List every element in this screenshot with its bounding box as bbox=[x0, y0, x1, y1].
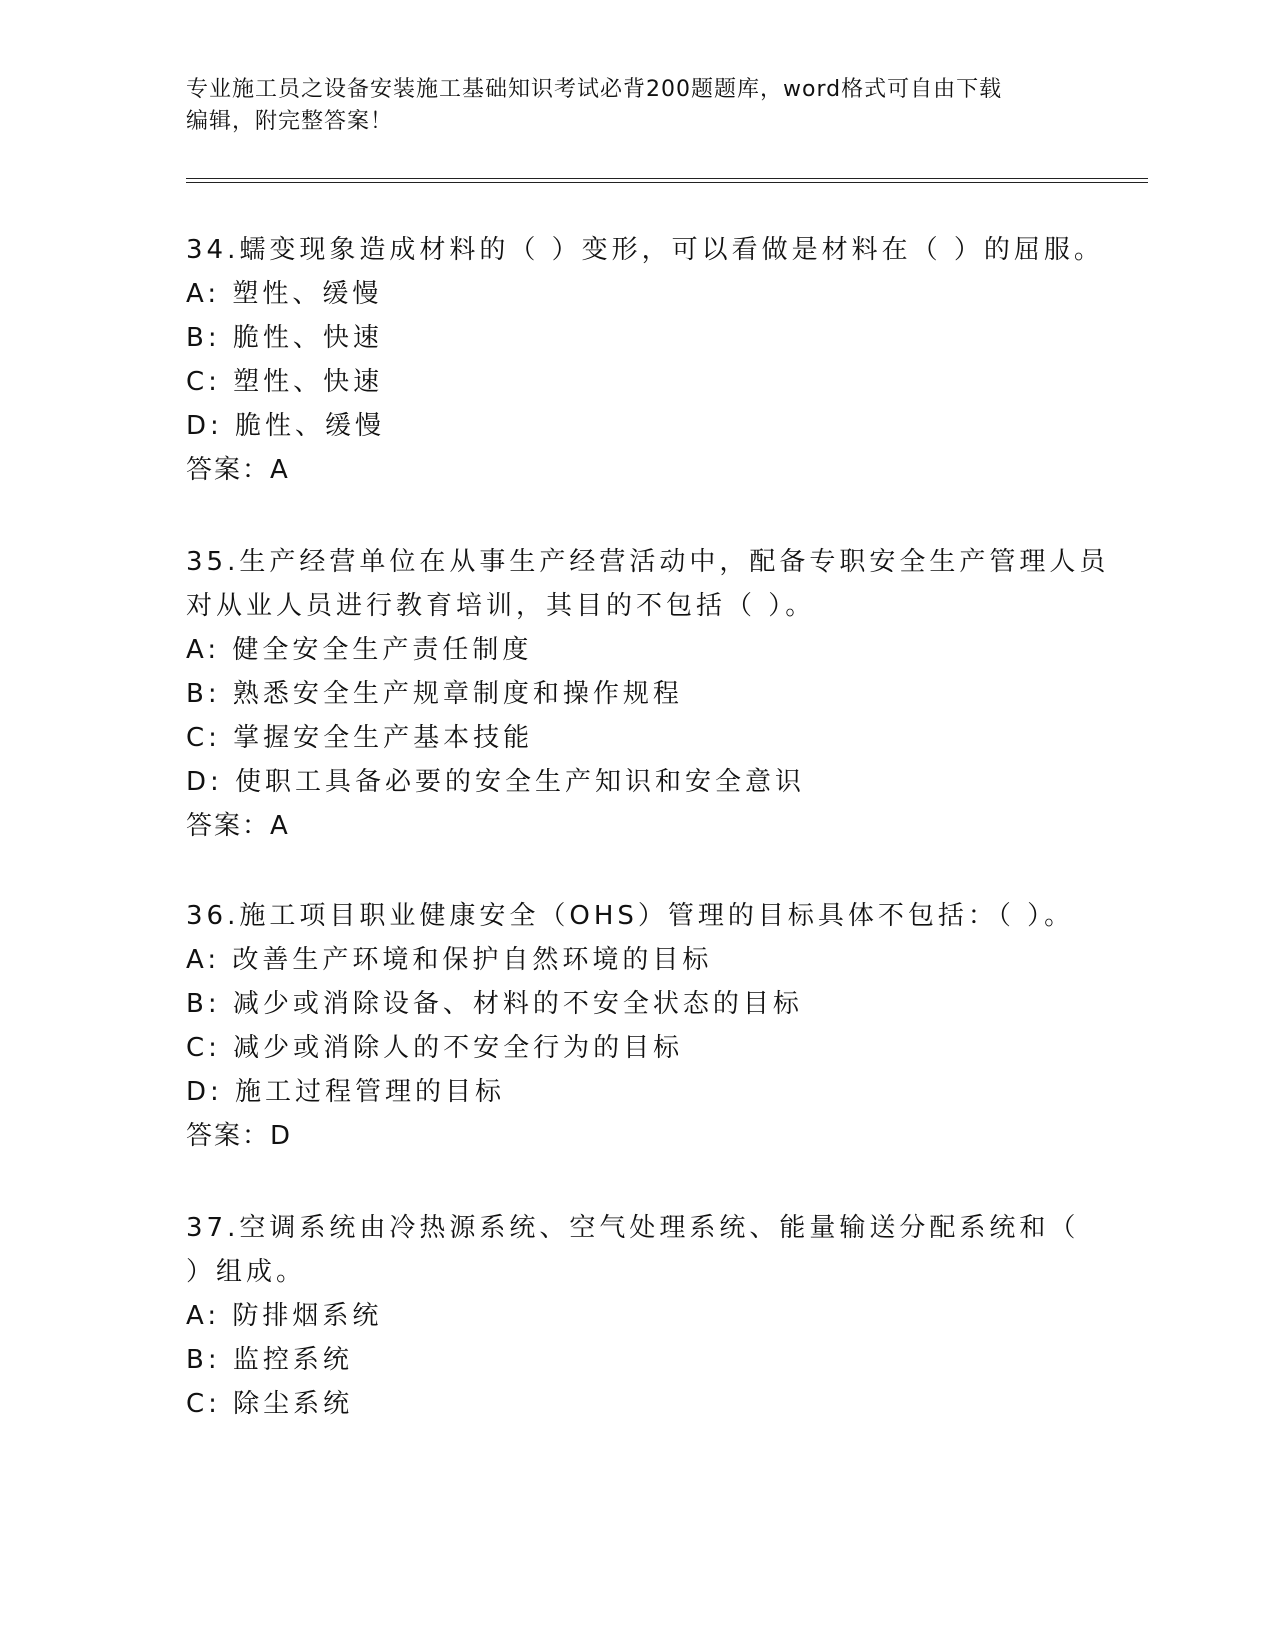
question-34-option-d: D: 脆性、缓慢 bbox=[186, 411, 386, 441]
question-37-stem-line-1: 37.空调系统由冷热源系统、空气处理系统、能量输送分配系统和（ bbox=[186, 1213, 1080, 1243]
header-divider bbox=[186, 178, 1148, 183]
question-35-option-c: C: 掌握安全生产基本技能 bbox=[186, 723, 534, 753]
question-34-stem: 34.蠕变现象造成材料的（ ）变形，可以看做是材料在（ ）的屈服。 bbox=[186, 235, 1104, 265]
question-34-option-a: A: 塑性、缓慢 bbox=[186, 279, 383, 309]
question-34-option-c: C: 塑性、快速 bbox=[186, 367, 384, 397]
question-36-stem: 36.施工项目职业健康安全（OHS）管理的目标具体不包括：（ ）。 bbox=[186, 901, 1075, 931]
question-36-option-a: A: 改善生产环境和保护自然环境的目标 bbox=[186, 945, 713, 975]
question-36-answer: 答案：D bbox=[186, 1121, 293, 1151]
question-35-option-b: B: 熟悉安全生产规章制度和操作规程 bbox=[186, 679, 683, 709]
question-37-option-c: C: 除尘系统 bbox=[186, 1389, 354, 1419]
question-36-option-c: C: 减少或消除人的不安全行为的目标 bbox=[186, 1033, 684, 1063]
question-36-option-b: B: 减少或消除设备、材料的不安全状态的目标 bbox=[186, 989, 803, 1019]
question-34-answer: 答案：A bbox=[186, 455, 290, 485]
question-37-option-a: A: 防排烟系统 bbox=[186, 1301, 383, 1331]
question-37-stem-line-2: ）组成。 bbox=[186, 1257, 307, 1287]
question-37-option-b: B: 监控系统 bbox=[186, 1345, 353, 1375]
header-title-line-1: 专业施工员之设备安装施工基础知识考试必背200题题库，word格式可自由下载 bbox=[186, 77, 1003, 102]
question-35-stem-line-2: 对从业人员进行教育培训，其目的不包括（ ）。 bbox=[186, 591, 816, 621]
question-34-option-b: B: 脆性、快速 bbox=[186, 323, 383, 353]
question-35-option-d: D: 使职工具备必要的安全生产知识和安全意识 bbox=[186, 767, 806, 797]
question-35-stem-line-1: 35.生产经营单位在从事生产经营活动中，配备专职安全生产管理人员 bbox=[186, 547, 1110, 577]
document-header bbox=[186, 74, 1066, 138]
question-36-option-d: D: 施工过程管理的目标 bbox=[186, 1077, 506, 1107]
question-35-answer: 答案：A bbox=[186, 811, 290, 841]
header-title-line-2: 编辑，附完整答案！ bbox=[186, 109, 394, 134]
question-35-option-a: A: 健全安全生产责任制度 bbox=[186, 635, 533, 665]
